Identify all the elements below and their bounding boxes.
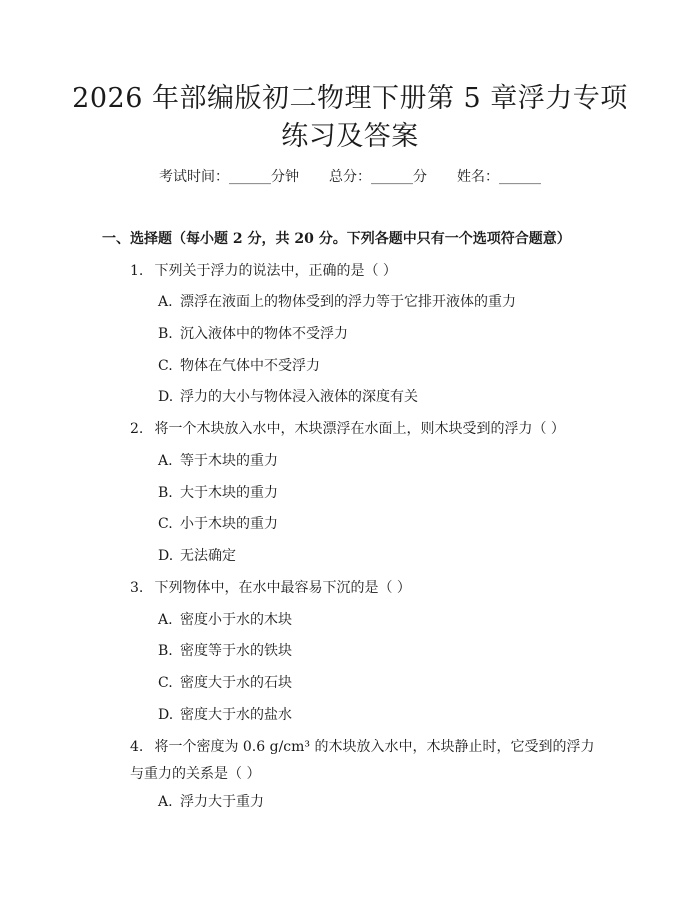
exam-info-line: [0, 167, 700, 187]
option-letter: B.: [158, 643, 173, 659]
option-letter: C.: [158, 358, 173, 374]
option-letter: A.: [158, 794, 173, 810]
option-letter: D.: [158, 548, 174, 564]
exam-time-field: 考试时间：______分钟: [159, 169, 299, 185]
option-letter: C.: [158, 516, 173, 532]
question-number: 4.: [130, 739, 144, 755]
total-score-field: 总分：______分: [329, 169, 427, 185]
question-text: 下列关于浮力的说法中，正确的是（ ）: [154, 263, 397, 279]
answer-option: [158, 292, 516, 312]
answer-option: [158, 514, 278, 534]
answer-option: [158, 387, 418, 407]
section-heading: 一、选择题（每小题 2 分，共 20 分。下列各题中只有一个选项符合题意）: [102, 231, 571, 247]
option-text: 浮力的大小与物体浸入液体的深度有关: [180, 389, 418, 405]
answer-option: [158, 792, 264, 812]
answer-option: [158, 483, 278, 503]
question-stem: [130, 419, 565, 439]
document-title-line-1: 2026 年部编版初二物理下册第 5 章浮力专项: [72, 83, 628, 114]
question-number: 3.: [130, 580, 144, 596]
answer-option: [158, 705, 292, 725]
option-letter: A.: [158, 612, 173, 628]
option-text: 漂浮在液面上的物体受到的浮力等于它排开液体的重力: [180, 294, 516, 310]
answer-option: [158, 610, 292, 630]
answer-option: [158, 356, 320, 376]
question-number: 2.: [130, 421, 144, 437]
question-stem: [130, 578, 411, 598]
answer-option: [158, 324, 348, 344]
option-text: 沉入液体中的物体不受浮力: [180, 326, 348, 342]
question-stem: [130, 261, 397, 281]
option-text: 密度大于水的盐水: [180, 707, 292, 723]
option-letter: D.: [158, 389, 174, 405]
option-text: 密度小于水的木块: [180, 612, 292, 628]
answer-option: [158, 673, 292, 693]
option-text: 密度等于水的铁块: [180, 643, 292, 659]
document-title-line-2: 练习及答案: [281, 121, 419, 152]
question-text: 将一个密度为 0.6 g/cm³ 的木块放入水中，木块静止时，它受到的浮力与重力的关系是（ ）: [130, 739, 595, 782]
option-letter: C.: [158, 675, 173, 691]
answer-option: [158, 641, 292, 661]
question-number: 1.: [130, 263, 144, 279]
option-text: 等于木块的重力: [180, 453, 278, 469]
option-text: 大于木块的重力: [180, 485, 278, 501]
option-text: 浮力大于重力: [180, 794, 264, 810]
question-text: 下列物体中，在水中最容易下沉的是（ ）: [154, 580, 411, 596]
option-letter: A.: [158, 294, 173, 310]
option-letter: B.: [158, 485, 173, 501]
question-text: 将一个木块放入水中，木块漂浮在水面上，则木块受到的浮力（ ）: [154, 421, 565, 437]
option-text: 密度大于水的石块: [180, 675, 292, 691]
option-text: 物体在气体中不受浮力: [180, 358, 320, 374]
option-text: 无法确定: [180, 548, 236, 564]
option-text: 小于木块的重力: [180, 516, 278, 532]
option-letter: B.: [158, 326, 173, 342]
question-stem: [130, 734, 600, 788]
name-field: 姓名：______: [457, 169, 541, 185]
option-letter: A.: [158, 453, 173, 469]
answer-option: [158, 451, 278, 471]
answer-option: [158, 546, 236, 566]
option-letter: D.: [158, 707, 174, 723]
